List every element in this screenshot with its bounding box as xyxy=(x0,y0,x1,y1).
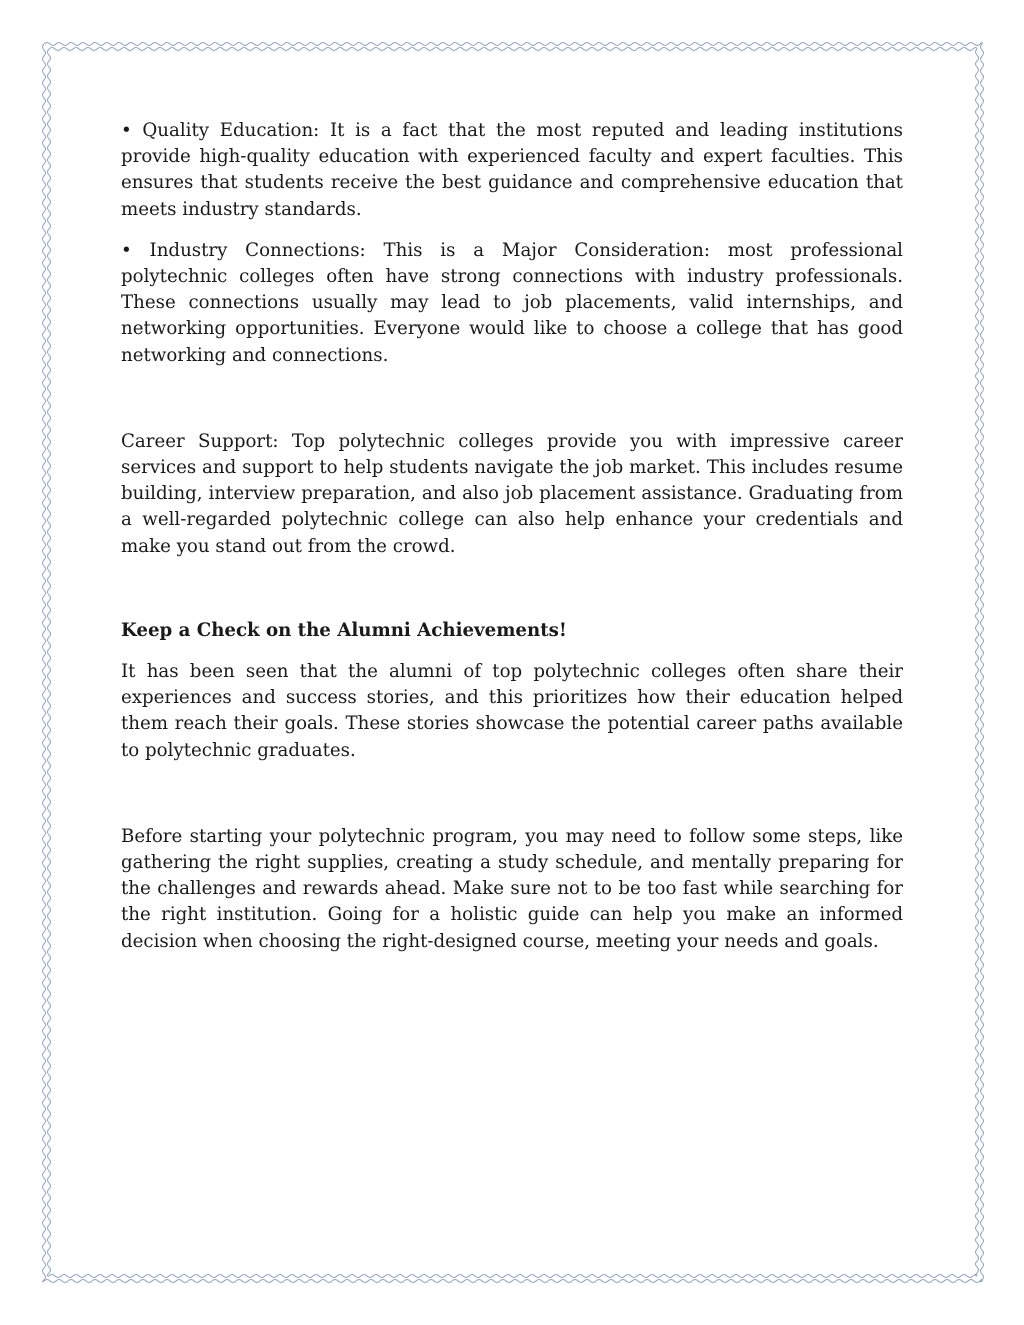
paragraph-industry-connections: • Industry Connections: This is a Major Consideration: most professional polytechnic colleges often have strong connections with industry professionals. These connections usually may lead to job placements, valid internships, and networking opportunities. Everyone would like to choose a college that has good networking and connections. xyxy=(121,239,903,366)
paragraph-alumni-achievements: It has been seen that the alumni of top polytechnic colleges often share their experiences and success stories, and this prioritizes how their education helped them reach their goals. These stories showcase the potential career paths available to polytechnic graduates. xyxy=(121,661,903,761)
border-wave-line xyxy=(48,49,51,1276)
border-wave-line xyxy=(49,48,977,51)
border-wave-line xyxy=(49,1275,977,1278)
document-body xyxy=(121,118,903,955)
section-heading-alumni: Keep a Check on the Alumni Achievements! xyxy=(121,619,567,641)
border-wave-line xyxy=(981,44,984,1282)
border-wave-line xyxy=(43,44,46,1282)
paragraph-quality-education: • Quality Education: It is a fact that the most reputed and leading institutions provide high-quality education with experienced faculty and expert faculties. This ensures that students receive the best guidance and comprehensive education that meets industry standards. xyxy=(121,120,903,220)
paragraph-before-starting: Before starting your polytechnic program, you may need to follow some steps, like gathering the right supplies, creating a study schedule, and mentally preparing for the challenges and rewards ahead. Make sure not to be too fast while searching for the right institution. Going for a holistic guide can help you make an informed decision when choosing the right-designed course, meeting your needs and goals. xyxy=(121,825,903,952)
border-wave-line xyxy=(976,49,979,1276)
border-wave-line xyxy=(44,43,982,46)
border-wave-line xyxy=(44,1280,982,1283)
paragraph-career-support: Career Support: Top polytechnic colleges provide you with impressive career services and support to help students navigate the job market. This includes resume building, interview preparation, and also job placement assistance. Graduating from a well-regarded polytechnic college can also help enhance your credentials and make you stand out from the crowd. xyxy=(121,430,903,557)
